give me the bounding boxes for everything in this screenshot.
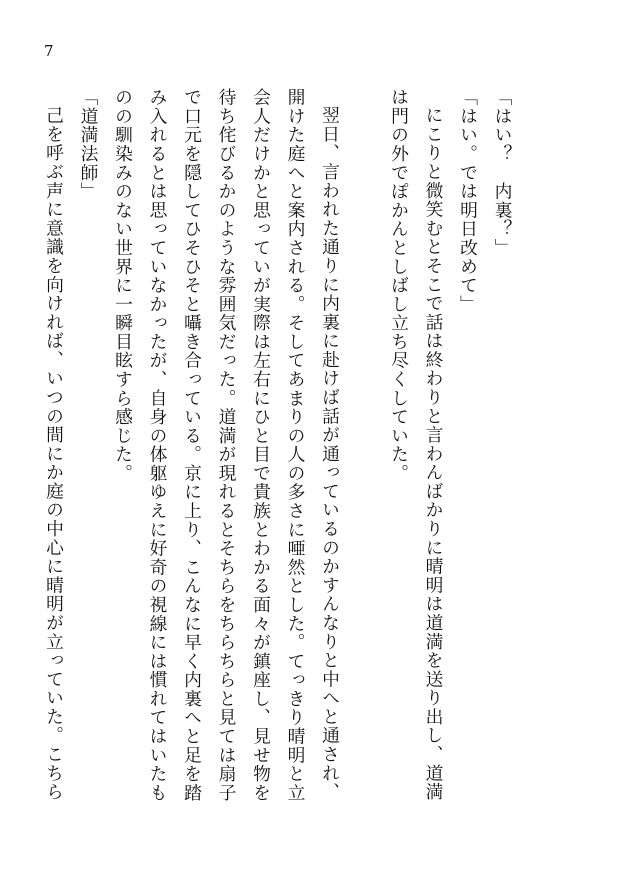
text-line-6: 翌日、言われた通りに内裏に赴けば話が通っているのかすんなりと中へと通され、	[319, 105, 341, 802]
body-text	[36, 88, 519, 818]
text-line-10: で口元を隠してひそひそと囁き合っている。京に上り、こんなに早く内裏へと足を踏	[181, 88, 203, 803]
text-line-11: み入れるとは思っていなかったが、自身の体躯ゆえに好奇の視線には慣れてはいたも	[147, 88, 168, 803]
text-line-8: 会人だけかと思っていが実際は左右にひと目で貴族とわかる面々が鎮座し、見せ物を	[250, 88, 272, 803]
text-line-7: 開けた庭へと案内される。そしてあまりの人の多さに唖然とした。てっきり晴明と立	[285, 88, 306, 803]
text-line-12: のの馴染みのない世界に一瞬目眩すら感じた。	[112, 88, 134, 483]
text-line-3: にこりと微笑むとそこで話は終わりと言わんばかりに晴明は道満を送り出し、道満	[423, 105, 444, 802]
text-line-4: は門の外でぽかんとしばし立ち尽くしていた。	[388, 88, 410, 483]
text-line-13: 「道満法師」	[78, 88, 99, 201]
page-number: 7	[44, 42, 54, 60]
text-line-1: 「はい？ 内裏？」	[492, 88, 513, 258]
text-line-9: 待ち侘びるかのような雰囲気だった。道満が現れるとそちらをちらちらと見ては扇子	[216, 88, 237, 803]
text-line-2: 「はい。では明日改めて」	[457, 88, 479, 314]
text-line-14: 己を呼ぶ声に意識を向ければ、いつの間にか庭の中心に晴明が立っていた。こちら	[43, 105, 65, 802]
paragraph-gap	[347, 88, 382, 818]
